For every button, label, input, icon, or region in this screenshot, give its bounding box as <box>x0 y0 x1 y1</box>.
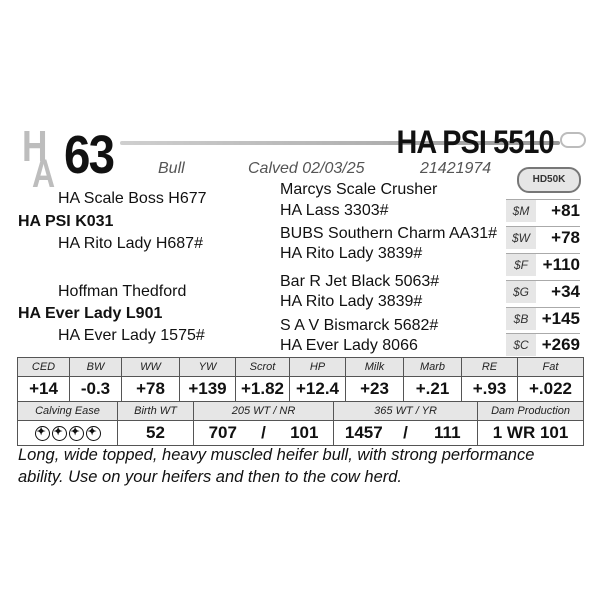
index-row-b <box>506 307 580 330</box>
pedigree-right-line: S A V Bismarck 5682# <box>280 317 439 334</box>
epd-header: WW <box>122 358 180 377</box>
epd-header: Fat <box>518 358 584 377</box>
index-label: $B <box>506 308 536 330</box>
lot-number: 63 <box>64 125 114 185</box>
weight-205: 707 <box>194 421 252 446</box>
star-icon <box>52 426 67 441</box>
index-value: +78 <box>551 228 580 247</box>
ratio-365: 111 <box>418 421 478 446</box>
epd-value: +139 <box>180 377 236 402</box>
performance-header: 205 WT / NR <box>194 402 334 421</box>
epd-value-row <box>18 377 584 402</box>
weight-365: 1457 <box>334 421 394 446</box>
index-label: $W <box>506 227 536 249</box>
index-value: +81 <box>551 201 580 220</box>
epd-header: RE <box>462 358 518 377</box>
pedigree-right-line: HA Rito Lady 3839# <box>280 293 423 310</box>
epd-header: BW <box>70 358 122 377</box>
index-value: +145 <box>541 309 580 328</box>
epd-value: +1.82 <box>236 377 290 402</box>
performance-table <box>17 401 584 446</box>
epd-value: -0.3 <box>70 377 122 402</box>
performance-header: Dam Production <box>478 402 584 421</box>
pedigree-right-line: Bar R Jet Black 5063# <box>280 273 440 290</box>
performance-header: Calving Ease <box>18 402 118 421</box>
epd-header-row <box>18 358 584 377</box>
pedigree-right-line: HA Rito Lady 3839# <box>280 245 423 262</box>
dam-production: 1 WR 101 <box>478 421 584 446</box>
epd-header: HP <box>290 358 346 377</box>
star-icon <box>35 426 50 441</box>
star-icon <box>69 426 84 441</box>
index-label: $C <box>506 334 536 356</box>
epd-header: Marb <box>404 358 462 377</box>
performance-header-row <box>18 402 584 421</box>
calving-ease-stars <box>18 421 118 446</box>
index-label: $F <box>506 254 536 276</box>
index-label: $G <box>506 281 536 303</box>
animal-name: HA PSI 5510 <box>396 124 554 160</box>
separator: / <box>252 421 276 446</box>
index-row-c <box>506 333 580 356</box>
ranch-logo-h: H <box>22 122 46 171</box>
performance-header: 365 WT / YR <box>334 402 478 421</box>
pedigree-sire: HA PSI K031 <box>18 213 114 230</box>
pedigree-dam-dam: HA Ever Lady 1575# <box>58 327 205 344</box>
epd-header: Scrot <box>236 358 290 377</box>
index-row-m <box>506 199 580 222</box>
epd-value: +.21 <box>404 377 462 402</box>
pedigree-right-line: HA Ever Lady 8066 <box>280 337 418 354</box>
epd-header: CED <box>18 358 70 377</box>
ranch-logo-a: A <box>32 152 56 196</box>
epd-header: YW <box>180 358 236 377</box>
birth-weight: 52 <box>118 421 194 446</box>
description: Long, wide topped, heavy muscled heifer bull, with strong performance ability. Use on your heifers and then to the cow herd. <box>18 446 535 486</box>
pedigree-dam: HA Ever Lady L901 <box>18 305 163 322</box>
epd-value: +.93 <box>462 377 518 402</box>
epd-header: Milk <box>346 358 404 377</box>
index-row-g <box>506 280 580 303</box>
index-row-w <box>506 226 580 249</box>
performance-value-row <box>18 421 584 446</box>
epd-value: +.022 <box>518 377 584 402</box>
index-value: +34 <box>551 282 580 301</box>
epd-value: +12.4 <box>290 377 346 402</box>
calved-date: Calved 02/03/25 <box>248 160 365 177</box>
separator: / <box>394 421 418 446</box>
pedigree-dam-sire: Hoffman Thedford <box>58 283 187 300</box>
epd-table <box>17 357 584 402</box>
registration-number: 21421974 <box>420 160 492 177</box>
ratio-205: 101 <box>276 421 334 446</box>
index-value: +269 <box>541 335 580 354</box>
epd-value: +14 <box>18 377 70 402</box>
pedigree-right-line: HA Lass 3303# <box>280 202 389 219</box>
pedigree-right-line: BUBS Southern Charm AA31# <box>280 225 498 242</box>
hd50k-badge: HD50K <box>517 167 581 193</box>
index-value: +110 <box>542 255 580 274</box>
performance-header: Birth WT <box>118 402 194 421</box>
index-label: $M <box>506 200 536 222</box>
header-rule-hook <box>560 132 586 148</box>
star-icon <box>86 426 101 441</box>
index-row-f <box>506 253 580 276</box>
pedigree-sire-dam: HA Rito Lady H687# <box>58 235 203 252</box>
epd-value: +78 <box>122 377 180 402</box>
animal-type: Bull <box>158 160 185 177</box>
epd-value: +23 <box>346 377 404 402</box>
pedigree-right-line: Marcys Scale Crusher <box>280 181 438 198</box>
pedigree-sire-sire: HA Scale Boss H677 <box>58 190 207 207</box>
